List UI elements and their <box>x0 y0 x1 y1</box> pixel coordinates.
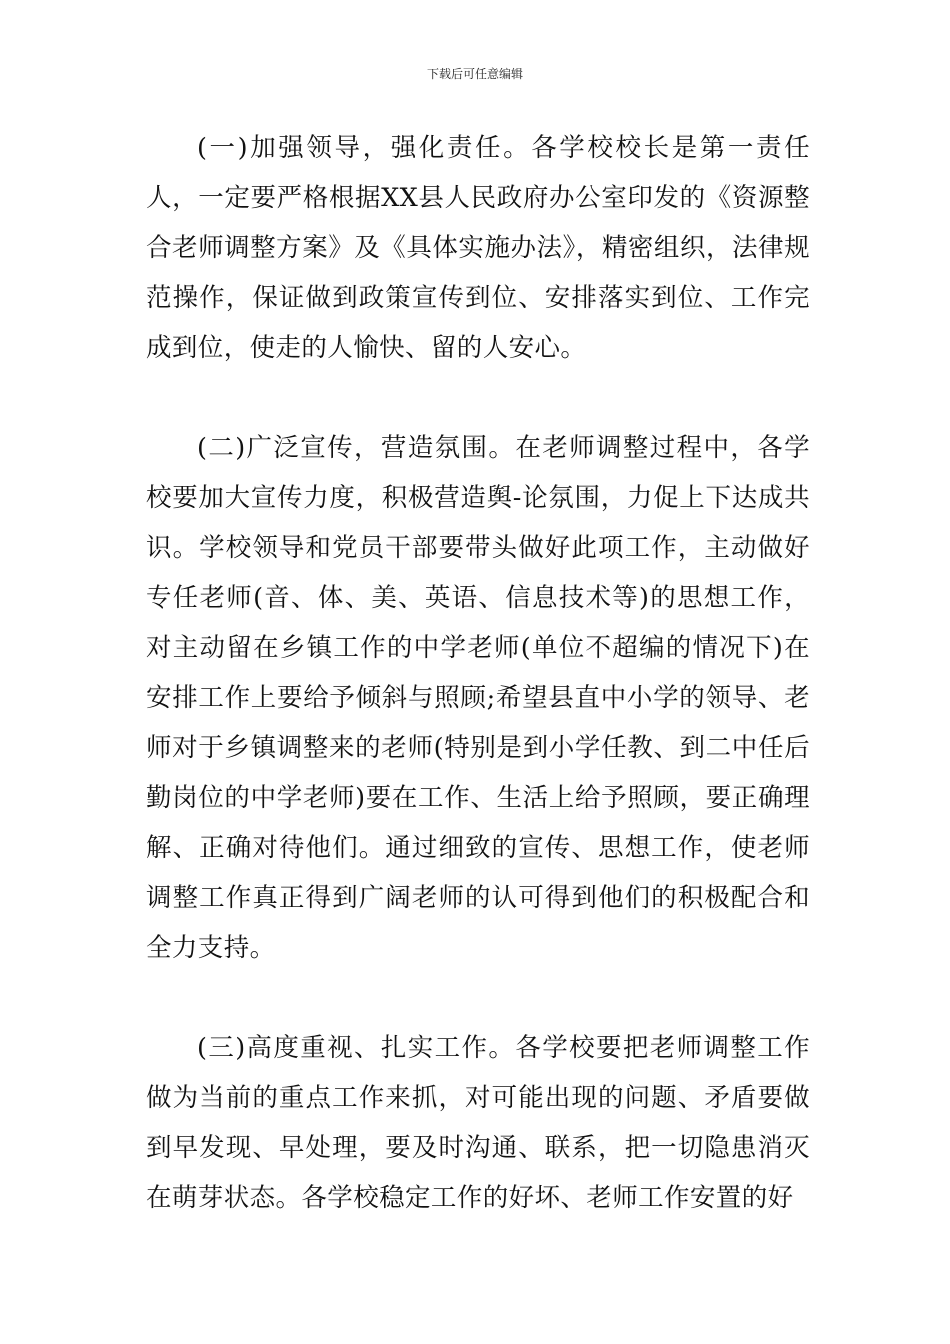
paragraph-1: (一)加强领导，强化责任。各学校校长是第一责任人，一定要严格根据XX县人民政府办公室印发的《资源整合老师调整方案》及《具体实施办法》，精密组织，法律规范操作，保证做到政策宣传到位、安排落实到位、工作完成到位，使走的人愉快、留的人安心。 <box>146 133 810 363</box>
document-body <box>146 123 810 1223</box>
page-header-note: 下载后可任意编辑 <box>426 67 523 81</box>
paragraph-3: (三)高度重视、扎实工作。各学校要把老师调整工作做为当前的重点工作来抓，对可能出现的问题、矛盾要做到早发现、早处理，要及时沟通、联系，把一切隐患消灭在萌芽状态。各学校稳定工作的好坏、老师工作安置的好 <box>146 1033 810 1213</box>
paragraph-2: (二)广泛宣传，营造氛围。在老师调整过程中，各学校要加大宣传力度，积极营造舆-论氛围，力促上下达成共识。学校领导和党员干部要带头做好此项工作，主动做好专任老师(音、体、美、英语、信息技术等)的思想工作，对主动留在乡镇工作的中学老师(单位不超编的情况下)在安排工作上要给予倾斜与照顾;希望县直中小学的领导、老师对于乡镇调整来的老师(特别是到小学任教、到二中任后勤岗位的中学老师)要在工作、生活上给予照顾，要正确理解、正确对待他们。通过细致的宣传、思想工作，使老师调整工作真正得到广阔老师的认可得到他们的积极配合和全力支持。 <box>146 433 810 963</box>
